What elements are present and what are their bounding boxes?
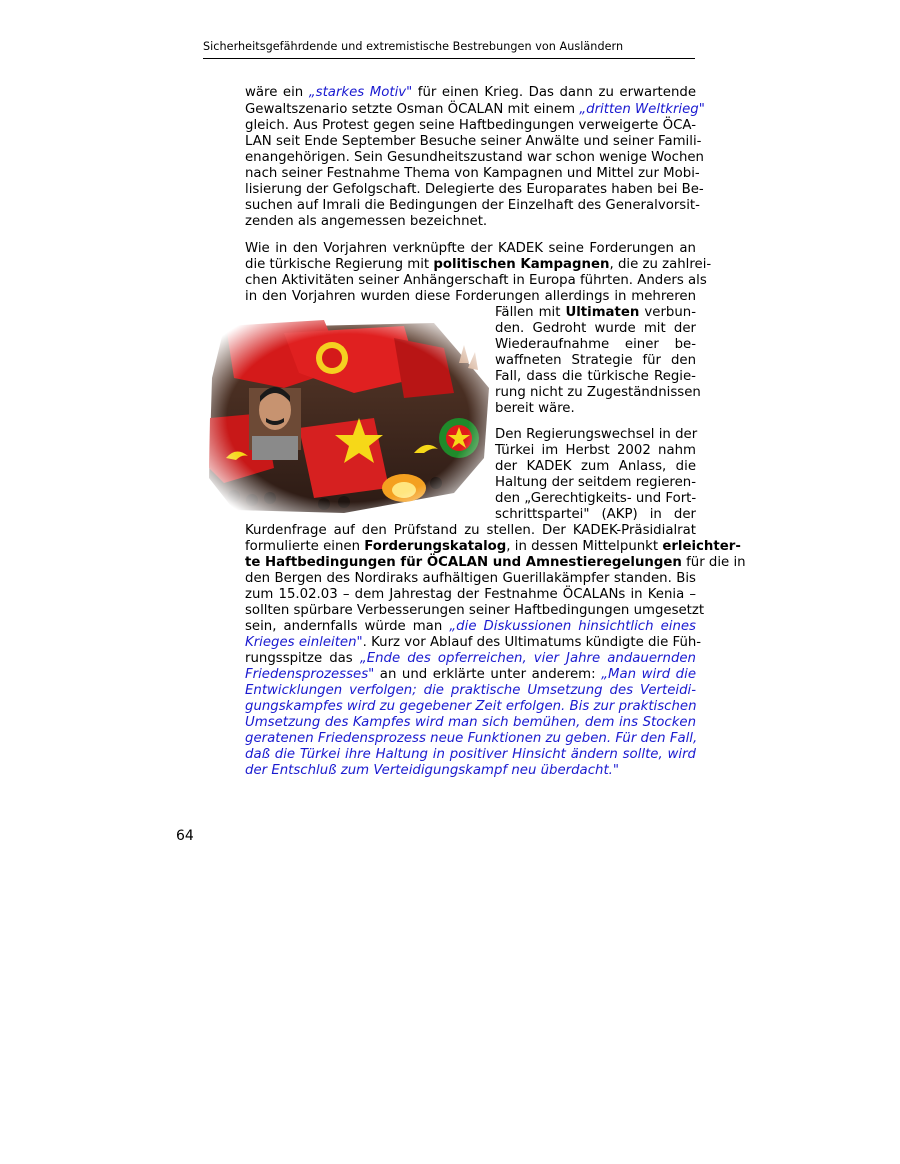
- header-rule: [203, 58, 695, 59]
- text-line: bereit wäre.: [495, 401, 575, 416]
- quote-line: der Entschluß zum Verteidigungskampf neu überdacht.": [245, 763, 619, 778]
- demonstration-collage-image: [204, 318, 492, 518]
- text-line: rungsspitze das „Ende des opferreichen, vier Jahre andauernden: [245, 651, 696, 666]
- text-line: nach seiner Festnahme Thema von Kampagnen und Mittel zur Mobi-: [245, 166, 700, 181]
- quote-line: gungskampfes wird zu gegebener Zeit erfolgen. Bis zur praktischen: [245, 699, 697, 714]
- page-number: 64: [176, 828, 194, 844]
- text-line: sein, andernfalls würde man „die Diskussionen hinsichtlich eines: [245, 619, 696, 634]
- text-line: den „Gerechtigkeits- und Fort-: [495, 491, 697, 506]
- running-header: Sicherheitsgefährdende und extremistische Bestrebungen von Ausländern: [203, 40, 624, 53]
- text-line: te Haftbedingungen für ÖCALAN und Amnestieregelungen für die in: [245, 555, 746, 570]
- text-line: rung nicht zu Zugeständnissen: [495, 385, 701, 400]
- text-line: enangehörigen. Sein Gesundheitszustand war schon wenige Wochen: [245, 150, 704, 165]
- text-line: Kurdenfrage auf den Prüfstand zu stellen. Der KADEK-Präsidialrat: [245, 523, 696, 538]
- text-line: Den Regierungswechsel in der: [495, 427, 698, 442]
- text-line: Wiederaufnahme einer be-: [495, 337, 696, 352]
- text-line: zenden als angemessen bezeichnet.: [245, 214, 488, 229]
- text-line: Fall, dass die türkische Regie-: [495, 369, 696, 384]
- text-line: schrittspartei" (AKP) in der: [495, 507, 696, 522]
- text-line: Wie in den Vorjahren verknüpfte der KADEK seine Forderungen an: [245, 241, 696, 256]
- text-line: der KADEK zum Anlass, die: [495, 459, 696, 474]
- text-line: formulierte einen Forderungskatalog, in dessen Mittelpunkt erleichter-: [245, 539, 741, 554]
- text-line: LAN seit Ende September Besuche seiner Anwälte und seiner Famili-: [245, 134, 702, 149]
- text-line: Fällen mit Ultimaten verbun-: [495, 305, 696, 320]
- text-line: sollten spürbare Verbesserungen seiner Haftbedingungen umgesetzt: [245, 603, 705, 618]
- quote-line: geratenen Friedensprozess neue Funktionen zu geben. Für den Fall,: [245, 731, 698, 746]
- quote-line: Entwicklungen verfolgen; die praktische Umsetzung des Verteidi-: [245, 683, 696, 698]
- text-line: Gewaltszenario setzte Osman ÖCALAN mit einem „dritten Weltkrieg": [245, 102, 705, 117]
- text-line: den Bergen des Nordiraks aufhältigen Guerillakämpfer standen. Bis: [245, 571, 696, 586]
- text-line: Haltung der seitdem regieren-: [495, 475, 696, 490]
- text-line: wäre ein „starkes Motiv" für einen Krieg. Das dann zu erwartende: [245, 85, 696, 100]
- text-line: Krieges einleiten". Kurz vor Ablauf des Ultimatums kündigte die Füh-: [245, 635, 702, 650]
- quote-line: daß die Türkei ihre Haltung in positiver Hinsicht ändern sollte, wird: [245, 747, 696, 762]
- quote-line: Umsetzung des Kampfes wird man sich bemühen, dem ins Stocken: [245, 715, 696, 730]
- text-line: zum 15.02.03 – dem Jahrestag der Festnahme ÖCALANs in Kenia –: [245, 587, 696, 602]
- text-line: gleich. Aus Protest gegen seine Haftbedingungen verweigerte ÖCA-: [245, 118, 696, 133]
- text-line: waffneten Strategie für den: [495, 353, 696, 368]
- text-line: Türkei im Herbst 2002 nahm: [495, 443, 696, 458]
- text-line: lisierung der Gefolgschaft. Delegierte des Europarates haben bei Be-: [245, 182, 704, 197]
- text-line: chen Aktivitäten seiner Anhängerschaft in Europa führten. Anders als: [245, 273, 707, 288]
- text-line: den. Gedroht wurde mit der: [495, 321, 696, 336]
- text-line: suchen auf Imrali die Bedingungen der Einzelhaft des Generalvorsit-: [245, 198, 700, 213]
- text-line: in den Vorjahren wurden diese Forderungen allerdings in mehreren: [245, 289, 696, 304]
- text-line: die türkische Regierung mit politischen Kampagnen, die zu zahlrei-: [245, 257, 712, 272]
- text-line: Friedensprozesses" an und erklärte unter anderem: „Man wird die: [245, 667, 696, 682]
